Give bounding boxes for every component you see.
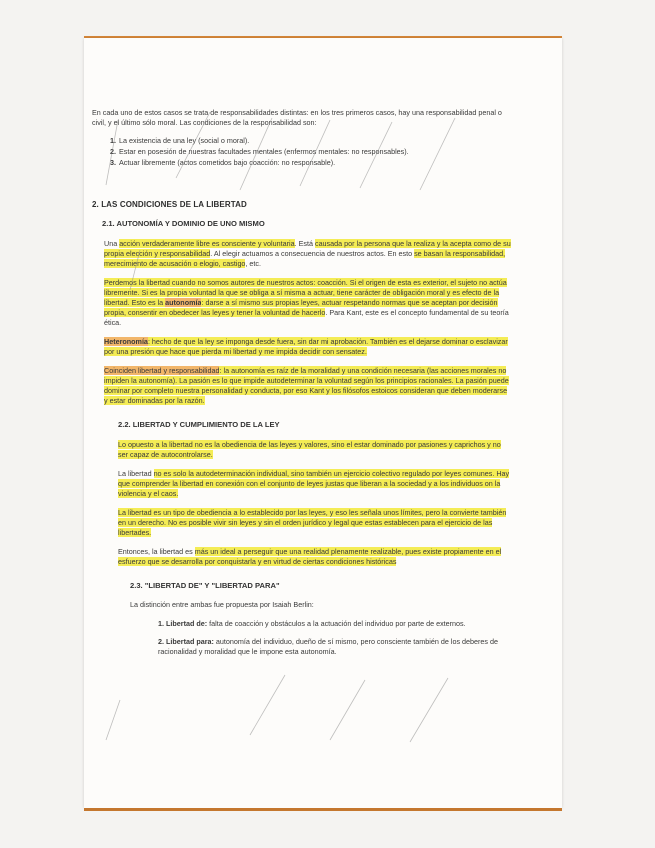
- section-2-heading: 2. LAS CONDICIONES DE LA LIBERTAD: [92, 200, 247, 209]
- condition-item: [110, 158, 512, 168]
- highlight: Lo opuesto a la libertad no es la obediencia de las leyes y valores, sino el estar dominado por pasiones y caprichos y no ser capaz de autocontrolarse.: [118, 440, 501, 459]
- berlin-item: [158, 637, 518, 657]
- item-label: 1. Libertad de:: [158, 619, 208, 628]
- highlight: se basan la responsabilidad, merecimiento de acusación o elogio, castigo: [104, 249, 506, 268]
- highlight: . Hay que comprender la libertad en conexión con el conjunto de leyes justas que liberan a la sociedad y a los individuos on la violencia y el caos.: [118, 469, 510, 498]
- subsection-2-3-heading: 2.3. "LIBERTAD DE" Y "LIBERTAD PARA": [130, 581, 280, 590]
- highlight: más un ideal a perseguir que una realidad plenamente realizable, pues existe propiamente en el esfuerzo que se desarrolla por conquistarla y en virtud de ciertas condiciones históricas: [118, 547, 502, 566]
- item-text: falta de coacción y obstáculos a la actuación del individuo por parte de externos.: [207, 619, 466, 628]
- item-text: autonomía del individuo, dueño de sí mismo, pero consciente también de los deberes de racionalidad y moralidad que le impone esta autonomía.: [158, 637, 499, 656]
- highlight: . Si el origen de esta es exterior, el sujeto no actúa libremente. Si es la propia voluntad la que se obliga a sí misma a actuar, tiene carácter de obligación moral y es efecto de la libertad. Esto es la: [104, 278, 507, 307]
- condition-item: [110, 147, 512, 157]
- highlight: La libertad es un tipo de obediencia a lo establecido por las leyes, y eso les señala unos límites, pero la convierte también en un derecho. No es posible vivir sin leyes y sin el orden jurídico y legal que estas establecen para el ejercicio de las libertades.: [118, 508, 507, 537]
- item-label: 2. Libertad para:: [158, 637, 214, 646]
- text-run: . Está: [294, 239, 315, 248]
- highlight-orange: Coinciden libertad y responsabilidad: [104, 366, 220, 375]
- paper-bottom-edge: [84, 808, 562, 811]
- highlight: acción verdaderamente libre es consciente y voluntaria: [119, 239, 295, 248]
- s22-paragraph-2: [118, 469, 512, 499]
- responsibility-conditions-list: [110, 136, 512, 168]
- condition-number: 2.: [110, 147, 116, 156]
- text-run: Entonces, la libertad es: [118, 547, 195, 556]
- subsection-2-1-heading: 2.1. AUTONOMÍA Y DOMINIO DE UNO MISMO: [102, 219, 265, 228]
- text-run: , etc.: [245, 259, 262, 268]
- highlight: Perdemos la libertad cuando no somos autores de nuestros actos: coacción: [104, 278, 346, 287]
- s22-paragraph-1: [118, 440, 512, 460]
- condition-number: 1.: [110, 136, 116, 145]
- text-run: . Al elegir actuamos a consecuencia de nuestros actos. En esto: [210, 249, 415, 258]
- text-run: La libertad: [118, 469, 154, 478]
- text-run: Una: [104, 239, 120, 248]
- s21-paragraph-2: [104, 278, 512, 328]
- condition-number: 3.: [110, 158, 116, 167]
- s23-paragraph-1: La distinción entre ambas fue propuesta por Isaiah Berlin:: [130, 600, 314, 609]
- condition-text: Actuar libremente (actos cometidos bajo coacción: no responsable).: [119, 158, 336, 167]
- intro-paragraph: En cada uno de estos casos se trata de responsabilidades distintas: en los tres primeros casos, hay una responsabilidad penal o civil, y el último sólo moral. Las condiciones de la responsabilidad son:: [92, 108, 502, 127]
- highlight: : darse a sí mismo sus propias leyes, actuar respetando normas que se aceptan por decisión propia, consentir en obedecer las leyes y tener la voluntad de hacerlo: [104, 298, 498, 317]
- keyword-heteronomia: Heteronomía: [104, 337, 148, 346]
- highlight: : hecho de que la ley se imponga desde fuera, sin dar mi aprobación. También es el dejarse dominar o esclavizar por una presión que hace que pierda mi libertad y me impida decidir con sensatez.: [104, 337, 508, 356]
- subsection-2-2-heading: 2.2. LIBERTAD Y CUMPLIMIENTO DE LA LEY: [118, 420, 280, 429]
- highlight: causada por la persona que la realiza y la acepta como de su propia elección y responsabilidad: [104, 239, 511, 258]
- keyword-autonomia: autonomía: [165, 298, 202, 307]
- highlight: : la autonomía es raíz de la moralidad y una condición necesaria (las acciones morales no impiden la autonomía). La pasión es lo que impide autodeterminar la voluntad según los principios racionales. La pasión puede dominar por completo nuestra personalidad y conducta, por eso Kant y los filósofos estoicos consideran que deben moderarse y estar dominadas por la razón.: [104, 366, 509, 405]
- s21-paragraph-4: [104, 366, 512, 406]
- document-content: [92, 108, 512, 665]
- s22-paragraph-4: [118, 547, 512, 567]
- highlight: no es solo la autodeterminación individual, sino también un ejercicio colectivo regulado por leyes comunes: [153, 469, 493, 478]
- condition-text: Estar en posesión de nuestras facultades mentales (enfermos mentales: no responsables).: [119, 147, 409, 156]
- condition-text: La existencia de una ley (social o moral).: [119, 136, 250, 145]
- berlin-freedom-list: [158, 619, 518, 657]
- text-run: . Para Kant, este es el concepto fundamental de su teoría ética.: [104, 308, 509, 327]
- s22-paragraph-3: [118, 508, 512, 538]
- condition-item: [110, 136, 512, 146]
- s21-paragraph-3: [104, 337, 512, 357]
- berlin-item: [158, 619, 518, 629]
- s21-paragraph-1: [104, 239, 512, 269]
